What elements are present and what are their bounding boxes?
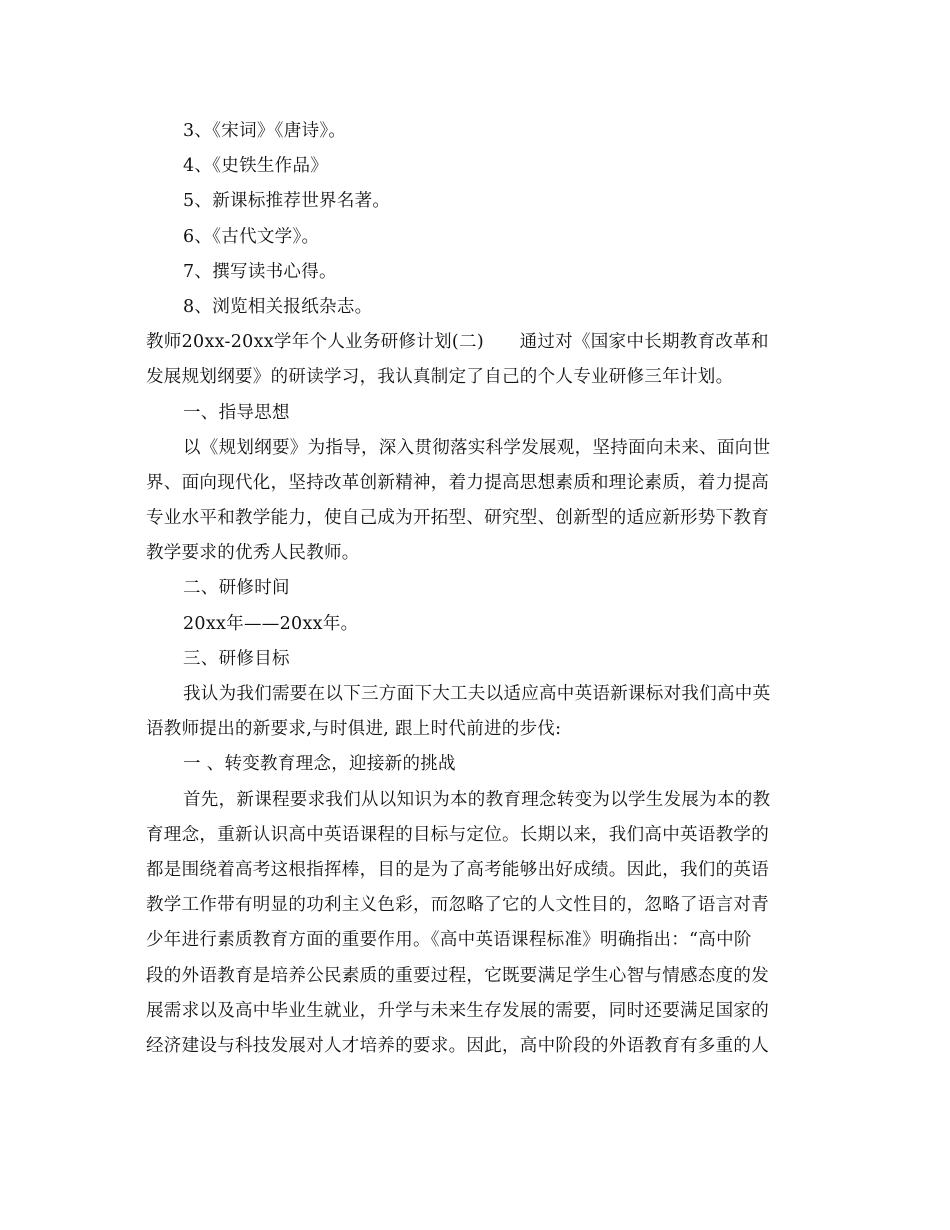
paragraph-line: 我认为我们需要在以下三方面下大工夫以适应高中英语新课标对我们高中英 (183, 684, 771, 704)
paragraph-line: 语教师提出的新要求,与时俱进, 跟上时代前进的步伐: (146, 719, 562, 740)
paragraph-line: 教学工作带有明显的功利主义色彩，而忽略了它的人文性目的，忽略了语言对青 (146, 895, 769, 916)
paragraph-line: 展需求以及高中毕业生就业，升学与未来生存发展的需要，同时还要满足国家的 (146, 1000, 769, 1021)
paragraph-line: 少年进行素质教育方面的重要作用。《高中英语课程标准》明确指出：“高中阶 (146, 930, 752, 951)
paragraph-line: 20xx年——20xx年。 (183, 613, 359, 634)
paragraph-line: 段的外语教育是培养公民素质的重要过程，它既要满足学生心智与情感态度的发 (146, 965, 769, 986)
list-item-5: 5、新课标推荐世界名著。 (183, 191, 391, 212)
paragraph-line: 专业水平和教学能力，使自己成为开拓型、研究型、创新型的适应新形势下教育 (146, 508, 769, 529)
section-heading-guiding-thought: 一、指导思想 (183, 402, 290, 423)
paragraph-line: 以《规划纲要》为指导，深入贯彻落实科学发展观，坚持面向未来、面向世 (183, 437, 771, 458)
section-heading-study-goals: 三、研修目标 (183, 648, 290, 669)
document-body (146, 114, 801, 1064)
list-item-4: 4、《史铁生作品》 (183, 156, 329, 177)
paragraph-line: 发展规划纲要》的研读学习，我认真制定了自己的个人专业研修三年计划。 (146, 367, 734, 388)
list-item-6: 6、《古代文学》。 (183, 226, 320, 247)
paragraph-line: 首先，新课程要求我们从以知识为本的教育理念转变为以学生发展为本的教 (183, 789, 771, 810)
paragraph-line: 都是围绕着高考这根指挥棒，目的是为了高考能够出好成绩。因此，我们的英语 (146, 859, 769, 880)
paragraph-line: 界、面向现代化，坚持改革创新精神，着力提高思想素质和理论素质，着力提高 (146, 472, 769, 493)
paragraph-line: 育理念，重新认识高中英语课程的目标与定位。长期以来，我们高中英语教学的 (146, 824, 769, 845)
section-heading-study-time: 二、研修时间 (183, 578, 290, 599)
document-title-line: 教师20xx-20xx学年个人业务研修计划(二) 通过对《国家中长期教育改革和 (146, 332, 769, 353)
list-item-3: 3、《宋词》《唐诗》。 (183, 121, 347, 141)
paragraph-line: 经济建设与科技发展对人才培养的要求。因此，高中阶段的外语教育有多重的人 (146, 1035, 769, 1056)
list-item-8: 8、浏览相关报纸杂志。 (183, 296, 373, 317)
paragraph-line: 教学要求的优秀人民教师。 (146, 543, 360, 564)
subsection-heading: 一 、转变教育理念，迎接新的挑战 (183, 754, 456, 775)
list-item-7: 7、撰写读书心得。 (183, 261, 337, 282)
